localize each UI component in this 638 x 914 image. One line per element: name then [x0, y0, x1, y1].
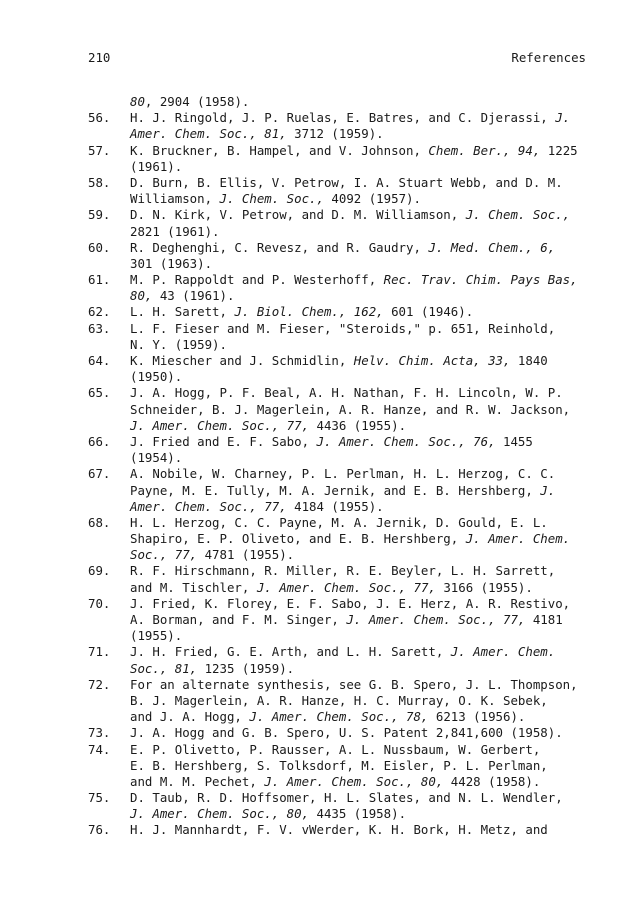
citation-segment: 2821 (1961).	[130, 223, 220, 239]
reference-text	[130, 402, 570, 418]
reference-continuation-line	[88, 159, 588, 175]
citation-segment: H. L. Herzog, C. C. Payne, M. A. Jernik, D. Gould, E. L.	[130, 514, 548, 530]
citation-italic-segment: Soc., 77,	[130, 547, 198, 563]
reference-entry-line	[88, 207, 588, 223]
citation-italic-segment: J. Amer. Chem. Soc., 80,	[130, 806, 310, 822]
citation-segment: 4428 (1958).	[443, 773, 541, 789]
reference-continuation-line	[88, 774, 588, 790]
citation-segment: 1225	[540, 142, 578, 158]
citation-segment: 4092 (1957).	[323, 191, 421, 207]
reference-text	[130, 725, 563, 741]
citation-italic-segment: Soc., 81,	[130, 660, 198, 676]
running-head: References	[511, 50, 586, 65]
reference-number: 74.	[88, 741, 111, 757]
citation-segment: J. A. Hogg and G. B. Spero, U. S. Patent 2,841,600 (1958).	[130, 725, 563, 741]
reference-text	[130, 272, 578, 288]
reference-continuation-line	[88, 402, 588, 418]
citation-segment: J. Fried and E. F. Sabo,	[130, 433, 317, 449]
reference-text	[130, 774, 540, 790]
reference-text	[130, 758, 548, 774]
reference-list	[88, 94, 588, 839]
reference-text	[130, 644, 555, 660]
citation-segment: , 2904 (1958).	[144, 94, 250, 109]
citation-segment: 43 (1961).	[152, 288, 235, 304]
reference-text	[130, 256, 212, 272]
reference-entry-line	[88, 272, 588, 288]
reference-continuation-line	[88, 337, 588, 353]
reference-number: 63.	[88, 320, 111, 336]
reference-continuation-line	[88, 531, 588, 547]
citation-segment: Schneider, B. J. Magerlein, A. R. Hanze, and R. W. Jackson,	[130, 401, 571, 417]
citation-segment: E. B. Hershberg, S. Tolksdorf, M. Eisler, P. L. Perlman,	[130, 757, 548, 773]
citation-italic-segment: J. Amer. Chem.	[465, 531, 571, 547]
reference-number: 76.	[88, 822, 111, 838]
reference-continuation-line	[88, 499, 588, 515]
reference-text	[130, 822, 548, 838]
reference-continuation-line	[88, 256, 588, 272]
citation-italic-segment: Helv. Chim. Acta, 33,	[353, 353, 511, 368]
reference-entry-line	[88, 110, 588, 126]
citation-segment: 3712 (1959).	[286, 126, 384, 142]
reference-text	[130, 110, 570, 126]
reference-text	[130, 126, 384, 142]
citation-segment: J. H. Fried, G. E. Arth, and L. H. Sarett,	[130, 644, 451, 660]
reference-entry-line	[88, 240, 588, 256]
citation-segment: (1950).	[130, 369, 183, 385]
reference-number: 66.	[88, 433, 111, 449]
reference-text	[130, 434, 533, 450]
reference-text	[130, 547, 294, 563]
citation-segment: J. Fried, K. Florey, E. F. Sabo, J. E. Herz, A. R. Restivo,	[130, 595, 571, 611]
citation-italic-segment: J. Amer. Chem.	[450, 644, 556, 660]
reference-text	[130, 531, 570, 547]
reference-text	[130, 612, 563, 628]
reference-entry-line	[88, 304, 588, 320]
reference-number: 60.	[88, 239, 111, 255]
reference-entry-line	[88, 175, 588, 191]
reference-text	[130, 240, 555, 256]
citation-segment: 6213 (1956).	[428, 709, 526, 725]
reference-text	[130, 628, 182, 644]
reference-text	[130, 580, 533, 596]
reference-text	[130, 709, 525, 725]
reference-entry-line	[88, 466, 588, 482]
citation-segment: 1235 (1959).	[197, 660, 295, 676]
citation-segment: L. F. Fieser and M. Fieser, "Steroids," p. 651, Reinhold,	[130, 320, 556, 336]
reference-text	[130, 661, 294, 677]
reference-entry-line	[88, 385, 588, 401]
citation-segment: K. Bruckner, B. Hampel, and V. Johnson,	[130, 142, 429, 158]
citation-italic-segment: J. Med. Chem., 6,	[428, 239, 556, 255]
citation-segment: (1961).	[130, 158, 183, 174]
citation-segment: B. J. Magerlein, A. R. Hanze, H. C. Murray, O. K. Sebek,	[130, 692, 548, 708]
citation-segment: 4184 (1955).	[286, 498, 384, 514]
reference-entry-line	[88, 742, 588, 758]
citation-segment: R. F. Hirschmann, R. Miller, R. E. Beyler, L. H. Sarrett,	[130, 563, 556, 579]
citation-italic-segment: J. Amer. Chem. Soc., 77,	[130, 417, 310, 433]
reference-continuation-line	[88, 94, 588, 110]
reference-number: 75.	[88, 790, 111, 806]
citation-segment: 1840	[510, 353, 548, 368]
reference-text	[130, 369, 182, 385]
reference-number: 64.	[88, 353, 111, 368]
reference-number: 72.	[88, 676, 111, 692]
reference-continuation-line	[88, 758, 588, 774]
citation-segment: D. N. Kirk, V. Petrow, and D. M. Williamson,	[130, 207, 466, 223]
reference-continuation-line	[88, 224, 588, 240]
reference-text	[130, 596, 570, 612]
citation-italic-segment: Rec. Trav. Chim. Pays Bas,	[383, 272, 578, 288]
reference-text	[130, 499, 384, 515]
citation-italic-segment: J. Amer. Chem. Soc., 76,	[316, 433, 496, 449]
citation-segment: Williamson,	[130, 191, 220, 207]
reference-number: 71.	[88, 644, 111, 660]
citation-segment: 4181	[525, 612, 563, 627]
reference-number: 70.	[88, 595, 111, 611]
reference-text	[130, 483, 555, 499]
reference-text	[130, 563, 555, 579]
citation-segment: For an alternate synthesis, see G. B. Spero, J. L. Thompson,	[130, 676, 578, 692]
citation-segment: R. Deghenghi, C. Revesz, and R. Gaudry,	[130, 239, 429, 255]
citation-italic-segment: 80,	[130, 288, 153, 304]
reference-text	[130, 288, 234, 304]
reference-number: 69.	[88, 563, 111, 579]
reference-entry-line	[88, 677, 588, 693]
reference-continuation-line	[88, 483, 588, 499]
reference-text	[130, 515, 548, 531]
reference-text	[130, 304, 473, 320]
reference-entry-line	[88, 515, 588, 531]
reference-text	[130, 191, 421, 207]
citation-segment: 4781 (1955).	[197, 547, 295, 563]
reference-text	[130, 693, 548, 709]
reference-text	[130, 790, 563, 806]
reference-number: 65.	[88, 385, 111, 401]
reference-number: 59.	[88, 207, 111, 223]
citation-segment: K. Miescher and J. Schmidlin,	[130, 353, 354, 368]
citation-segment: 1455	[495, 433, 533, 449]
reference-continuation-line	[88, 369, 588, 385]
reference-continuation-line	[88, 709, 588, 725]
citation-italic-segment: Chem. Ber., 94,	[428, 142, 541, 158]
reference-text	[130, 175, 563, 191]
citation-italic-segment: J.	[540, 482, 556, 498]
reference-entry-line	[88, 434, 588, 450]
reference-text	[130, 337, 227, 353]
reference-continuation-line	[88, 661, 588, 677]
citation-segment: H. J. Ringold, J. P. Ruelas, E. Batres, and C. Djerassi,	[130, 110, 556, 126]
citation-segment: 601 (1946).	[383, 304, 474, 320]
citation-italic-segment: 80	[130, 94, 145, 109]
citation-segment: and M. Tischler,	[130, 579, 257, 595]
reference-entry-line	[88, 143, 588, 159]
citation-segment: D. Taub, R. D. Hoffsomer, H. L. Slates, and N. L. Wendler,	[130, 790, 563, 806]
reference-entry-line	[88, 321, 588, 337]
reference-number: 61.	[88, 272, 111, 288]
citation-italic-segment: J. Amer. Chem. Soc., 80,	[264, 773, 444, 789]
reference-number: 68.	[88, 514, 111, 530]
reference-continuation-line	[88, 288, 588, 304]
page-number: 210	[88, 50, 111, 65]
reference-text	[130, 224, 220, 240]
reference-continuation-line	[88, 418, 588, 434]
reference-entry-line	[88, 790, 588, 806]
reference-continuation-line	[88, 806, 588, 822]
reference-continuation-line	[88, 693, 588, 709]
reference-text	[130, 677, 578, 693]
citation-segment: E. P. Olivetto, P. Rausser, A. L. Nussbaum, W. Gerbert,	[130, 741, 541, 757]
reference-text	[130, 94, 249, 110]
citation-italic-segment: J.	[555, 110, 571, 126]
reference-number: 62.	[88, 304, 111, 320]
reference-number: 57.	[88, 142, 111, 158]
citation-segment: Payne, M. E. Tully, M. A. Jernik, and E. B. Hershberg,	[130, 482, 541, 498]
citation-segment: 301 (1963).	[130, 255, 213, 271]
citation-italic-segment: J. Chem. Soc.,	[465, 207, 571, 223]
reference-text	[130, 321, 555, 337]
reference-text	[130, 450, 182, 466]
reference-continuation-line	[88, 450, 588, 466]
citation-italic-segment: Amer. Chem. Soc., 81,	[130, 126, 287, 142]
reference-continuation-line	[88, 191, 588, 207]
reference-continuation-line	[88, 612, 588, 628]
reference-number: 56.	[88, 110, 111, 126]
citation-italic-segment: J. Amer. Chem. Soc., 77,	[346, 612, 526, 627]
citation-italic-segment: J. Amer. Chem. Soc., 78,	[249, 709, 429, 725]
reference-text	[130, 466, 555, 482]
citation-italic-segment: J. Amer. Chem. Soc., 77,	[256, 579, 436, 595]
citation-segment: J. A. Hogg, P. F. Beal, A. H. Nathan, F. H. Lincoln, W. P.	[130, 385, 563, 401]
citation-segment: H. J. Mannhardt, F. V. vWerder, K. H. Bork, H. Metz, and	[130, 822, 548, 838]
reference-continuation-line	[88, 628, 588, 644]
reference-entry-line	[88, 353, 588, 369]
citation-segment: (1955).	[130, 628, 183, 644]
citation-segment: A. Borman, and F. M. Singer,	[130, 612, 347, 627]
citation-segment: Shapiro, E. P. Oliveto, and E. B. Hershberg,	[130, 531, 466, 547]
citation-segment: 4436 (1955).	[309, 417, 407, 433]
citation-italic-segment: Amer. Chem. Soc., 77,	[130, 498, 287, 514]
reference-text	[130, 207, 570, 223]
citation-segment: 4435 (1958).	[309, 806, 407, 822]
reference-text	[130, 385, 563, 401]
citation-segment: L. H. Sarett,	[130, 304, 235, 320]
reference-text	[130, 806, 406, 822]
citation-segment: and M. M. Pechet,	[130, 773, 265, 789]
reference-entry-line	[88, 822, 588, 838]
reference-entry-line	[88, 596, 588, 612]
reference-entry-line	[88, 725, 588, 741]
citation-segment: M. P. Rappoldt and P. Westerhoff,	[130, 272, 384, 288]
citation-segment: D. Burn, B. Ellis, V. Petrow, I. A. Stuart Webb, and D. M.	[130, 174, 563, 190]
reference-continuation-line	[88, 126, 588, 142]
reference-number: 73.	[88, 725, 111, 741]
reference-text	[130, 418, 406, 434]
reference-text	[130, 742, 540, 758]
citation-italic-segment: J. Biol. Chem., 162,	[234, 304, 384, 320]
citation-italic-segment: J. Chem. Soc.,	[219, 191, 324, 207]
reference-text	[130, 143, 578, 159]
citation-segment: N. Y. (1959).	[130, 336, 227, 352]
reference-number: 67.	[88, 466, 111, 482]
citation-segment: (1954).	[130, 450, 183, 466]
reference-entry-line	[88, 644, 588, 660]
reference-number: 58.	[88, 174, 111, 190]
reference-continuation-line	[88, 547, 588, 563]
reference-entry-line	[88, 563, 588, 579]
citation-segment: and J. A. Hogg,	[130, 709, 250, 725]
citation-segment: A. Nobile, W. Charney, P. L. Perlman, H. L. Herzog, C. C.	[130, 466, 556, 482]
citation-segment: 3166 (1955).	[435, 579, 533, 595]
reference-text	[130, 353, 548, 369]
reference-continuation-line	[88, 580, 588, 596]
reference-text	[130, 159, 182, 175]
